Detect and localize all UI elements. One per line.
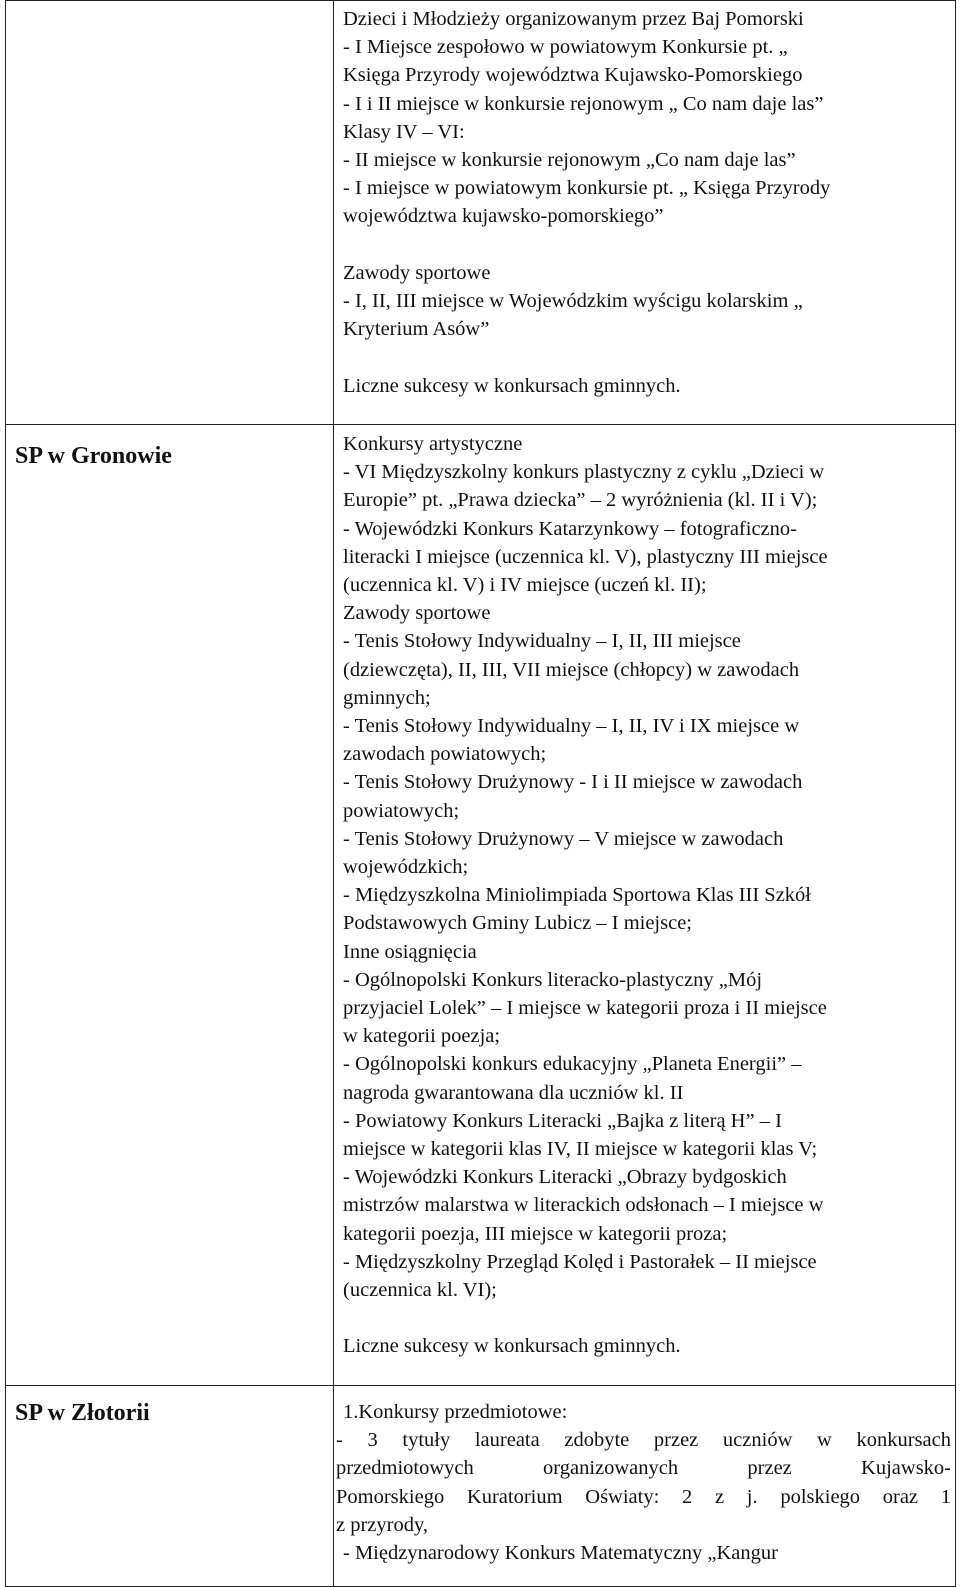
achievements-table: [5, 0, 956, 1587]
text-line: powiatowych;: [343, 799, 460, 822]
achievements-text: [334, 425, 955, 1361]
school-name: SP w Złotorii: [15, 1400, 150, 1426]
text-line: mistrzów malarstwa w literackich odsłonach – I miejsce w: [343, 1194, 824, 1217]
achievements-cell: [334, 1386, 956, 1587]
text-line: - Międzyszkolny Przegląd Kolęd i Pastorałek – II miejsce: [343, 1250, 817, 1273]
text-line: - Wojewódzki Konkurs Literacki „Obrazy bydgoskich: [343, 1166, 787, 1189]
text-line: Dzieci i Młodzieży organizowanym przez Baj Pomorski: [343, 8, 804, 30]
school-cell: [6, 425, 334, 1386]
text-line: Liczne sukcesy w konkursach gminnych.: [343, 374, 681, 397]
text-line: Konkursy artystyczne: [343, 433, 523, 455]
blank-line: [343, 1304, 949, 1332]
text-line: - Tenis Stołowy Indywidualny – I, II, III miejsce: [343, 630, 741, 653]
text-line: przyjaciel Lolek” – I miejsce w kategorii proza i II miejsce: [343, 997, 827, 1020]
text-line: - Wojewódzki Konkurs Katarzynkowy – fotograficzno-: [343, 517, 797, 540]
document-page: [5, 0, 955, 1587]
text-line: - Tenis Stołowy Drużynowy – V miejsce w zawodach: [343, 827, 784, 850]
text-line: - Ogólnopolski konkurs edukacyjny „Planeta Energii” –: [343, 1053, 802, 1076]
text-line: Pomorskiego Kuratorium Oświaty: 2 z j. polskiego oraz 1: [336, 1485, 951, 1508]
text-line: literacki I miejsce (uczennica kl. V), plastyczny III miejsce: [343, 545, 828, 568]
text-line: - Międzynarodowy Konkurs Matematyczny „Kangur: [343, 1542, 778, 1565]
table-row: [6, 1, 956, 425]
text-line: - Ogólnopolski Konkurs literacko-plastyczny „Mój: [343, 968, 763, 991]
text-line: wojewódzkich;: [343, 856, 469, 879]
table-row: [6, 1386, 956, 1587]
text-line: w kategorii poezja;: [343, 1025, 501, 1048]
blank-line: [343, 231, 949, 259]
text-line: - Tenis Stołowy Indywidualny – I, II, IV i IX miejsce w: [343, 715, 800, 738]
achievements-cell: [334, 1, 956, 425]
text-line: - Międzyszkolna Miniolimpiada Sportowa Klas III Szkół: [343, 884, 811, 907]
text-line: Kryterium Asów”: [343, 318, 490, 341]
text-line: województwa kujawsko-pomorskiego”: [343, 205, 664, 228]
text-line: - I miejsce w powiatowym konkursie pt. „ Księga Przyrody: [343, 177, 831, 200]
achievements-text: [334, 1426, 955, 1567]
text-line: - Powiatowy Konkurs Literacki „Bajka z literą H” – I: [343, 1109, 782, 1132]
text-line: Księga Przyrody województwa Kujawsko-Pomorskiego: [343, 64, 803, 87]
school-name: SP w Gronowie: [15, 443, 172, 469]
text-line: - II miejsce w konkursie rejonowym „Co nam daje las”: [343, 149, 796, 172]
text-line: Zawody sportowe: [343, 602, 491, 625]
section-heading: 1.Konkursy przedmiotowe:: [343, 1401, 568, 1423]
text-line: Zawody sportowe: [343, 261, 491, 284]
text-line: Europie” pt. „Prawa dziecka” – 2 wyróżnienia (kl. II i V);: [343, 489, 818, 512]
text-line: z przyrody,: [336, 1513, 429, 1536]
text-line: - VI Międzyszkolny konkurs plastyczny z cyklu „Dzieci w: [343, 461, 825, 484]
achievements-cell: [334, 425, 956, 1386]
text-line: Inne osiągnięcia: [343, 940, 477, 963]
text-line: - I, II, III miejsce w Wojewódzkim wyścigu kolarskim „: [343, 290, 803, 313]
text-line: (dziewczęta), II, III, VII miejsce (chłopcy) w zawodach: [343, 658, 800, 681]
text-line: przedmiotowych organizowanych przez Kujawsko-: [336, 1457, 951, 1480]
text-line: - Tenis Stołowy Drużynowy - I i II miejsce w zawodach: [343, 771, 803, 794]
text-line: Liczne sukcesy w konkursach gminnych.: [343, 1335, 681, 1358]
text-line: zawodach powiatowych;: [343, 743, 547, 766]
text-line: nagroda gwarantowana dla uczniów kl. II: [343, 1081, 684, 1104]
text-line: Podstawowych Gminy Lubicz – I miejsce;: [343, 912, 693, 935]
text-line: miejsce w kategorii klas IV, II miejsce w kategorii klas V;: [343, 1138, 818, 1161]
school-cell: [6, 1386, 334, 1587]
achievements-text: [334, 1, 955, 400]
text-line: Klasy IV – VI:: [343, 120, 465, 143]
text-line: gminnych;: [343, 686, 431, 709]
text-line: (uczennica kl. VI);: [343, 1279, 497, 1302]
text-line: (uczennica kl. V) i IV miejsce (uczeń kl. II);: [343, 574, 707, 597]
text-line: kategorii poezja, III miejsce w kategorii proza;: [343, 1222, 728, 1245]
text-line: - I i II miejsce w konkursie rejonowym „ Co nam daje las”: [343, 92, 824, 115]
blank-line: [343, 343, 949, 371]
table-row: [6, 425, 956, 1386]
text-line: - 3 tytuły laureata zdobyte przez uczniów w konkursach: [336, 1429, 951, 1452]
school-cell: [6, 1, 334, 425]
text-line: - I Miejsce zespołowo w powiatowym Konkursie pt. „: [343, 36, 788, 59]
